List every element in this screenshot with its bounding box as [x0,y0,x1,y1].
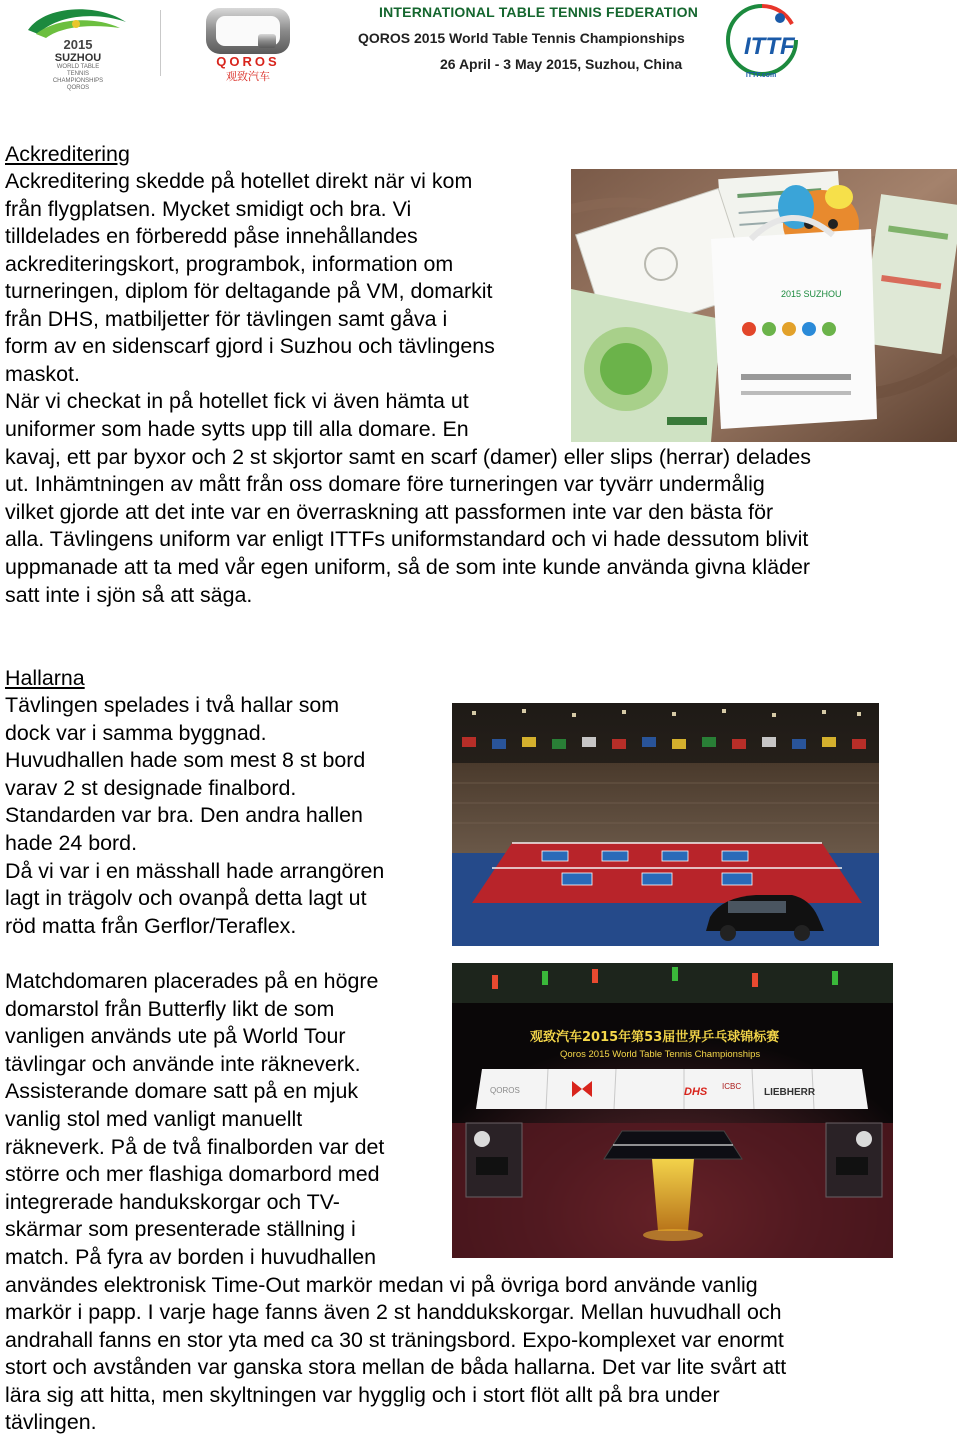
federation-title: INTERNATIONAL TABLE TENNIS FEDERATION [379,4,699,20]
photo-main-hall [452,703,879,946]
paragraph-line: turneringen, diplom för deltagande på VM, domarkit [5,279,493,303]
paragraph-line: ackrediteringskort, programbok, information om [5,252,454,276]
paragraph-line: kavaj, ett par byxor och 2 st skjortor samt en scarf (damer) eller slips (herrar) delades [5,445,812,469]
header-divider [160,10,161,76]
paragraph-line: domarstol från Butterfly likt de som [5,997,335,1021]
paragraph-line: dock var i samma byggnad. [5,721,267,745]
final-banner-chinese: 观致汽车2015年第53届世界乒乓球锦标赛 [530,1030,780,1045]
paragraph-line: När vi checkat in på hotellet fick vi även hämta ut [5,389,469,413]
section-heading-hallarna: Hallarna [5,666,85,690]
paragraph-line: skärmar som presenterade ställning i [5,1217,356,1241]
paragraph-line: hade 24 bord. [5,831,138,855]
paragraph-line: lagt in trägolv och ovanpå detta lagt ut [5,886,367,910]
ittf-url: ITTF.com [745,72,777,79]
paragraph-line: ut. Inhämtningen av mått från oss domare före turneringen var tyvärr undermålig [5,472,765,496]
paragraph-line: från DHS, matbiljetter för tävlingen samt gåva i [5,307,448,331]
paragraph-line: Då vi var i en mässhall hade arrangören [5,859,385,883]
suzhou-small-3: QOROS [66,85,90,91]
paragraph-line: uppmanade att ta med vår egen uniform, så de som inte kunde använda givna kläder [5,555,811,579]
suzhou-year: 2015 [63,37,93,52]
paragraph-line: integrerade handukskorgar och TV- [5,1190,340,1214]
suzhou-city: SUZHOU [54,52,102,64]
suzhou-logo-text [50,38,106,92]
suzhou-small-2: CHAMPIONSHIPS [52,78,104,84]
paragraph-line: andrahall fanns en stor yta med ca 30 st träningsbord. Expo-komplexet var enormt [5,1328,784,1352]
paragraph-line: Tävlingen spelades i två hallar som [5,693,340,717]
paragraph-line: vanligen används ute på World Tour [5,1024,346,1048]
paragraph-line: stort och avstånden var ganska stora mellan de båda hallarna. Det var lite svårt att [5,1355,787,1379]
paragraph-line: varav 2 st designade finalbord. [5,776,297,800]
paragraph-line: större och mer flashiga domarbord med [5,1162,380,1186]
paragraph-line: tävlingen. [5,1410,97,1434]
event-dates: 26 April - 3 May 2015, Suzhou, China [440,56,683,72]
paragraph-line: alla. Tävlingens uniform var enligt ITTFs uniformstandard och vi hade dessutom blivit [5,527,809,551]
section-heading-ackreditering: Ackreditering [5,142,130,166]
svg-text:ITTF: ITTF [744,33,795,60]
paragraph-line: Assisterande domare satt på en mjuk [5,1079,359,1103]
qoros-logo [200,4,296,60]
paragraph-line: användes elektronisk Time-Out markör medan vi på övriga bord använde vanlig [5,1273,758,1297]
paragraph-line: vanlig stol med vanligt manuellt [5,1107,303,1131]
paragraph-line: match. På fyra av borden i huvudhallen [5,1245,376,1269]
board-sponsor-icbc: ICBC [722,1082,742,1091]
paragraph-line: röd matta från Gerflor/Teraflex. [5,914,297,938]
qoros-chinese-name: 观致汽车 [226,71,270,83]
board-sponsor-qoros: QOROS [490,1086,520,1095]
photo-accreditation-kit [571,169,957,442]
paragraph-line: tilldelades en förberedd påse innehållandes [5,224,418,248]
bag-logo-text: 2015 SUZHOU [781,289,842,299]
paragraph-line: maskot. [5,362,80,386]
paragraph-line: räkneverk. På de två finalborden var det [5,1135,385,1159]
paragraph-line: uniformer som hade sytts upp till alla domare. En [5,417,469,441]
paragraph-line: Huvudhallen hade som mest 8 st bord [5,748,366,772]
board-sponsor-liebherr: LIEBHERR [764,1087,816,1098]
qoros-wordmark: QOROS [216,54,280,69]
final-banner-english: Qoros 2015 World Table Tennis Championships [560,1049,761,1060]
suzhou-small-1: WORLD TABLE TENNIS [56,64,100,77]
paragraph-line: från flygplatsen. Mycket smidigt och bra. Vi [5,197,412,221]
paragraph-line: satt inte i sjön så att säga. [5,583,253,607]
paragraph-line: vilket gjorde att det inte var en överraskning att passformen inte var den bästa för [5,500,774,524]
photo-final-table [452,963,893,1258]
paragraph-line: Ackreditering skedde på hotellet direkt när vi kom [5,169,473,193]
board-sponsor-dhs: DHS [684,1086,708,1098]
paragraph-line: Standarden var bra. Den andra hallen [5,803,363,827]
document-header [0,0,960,95]
event-title: QOROS 2015 World Table Tennis Championships [358,30,685,46]
paragraph-line: lära sig att hitta, men skyltningen var hygglig och i stort flöt allt på bra under [5,1383,720,1407]
paragraph-line: markör i papp. I varje hage fanns även 2 st handdukskorgar. Mellan huvudhall och [5,1300,782,1324]
paragraph-line: tävlingar och använde inte räkneverk. [5,1052,361,1076]
paragraph-line: Matchdomaren placerades på en högre [5,969,379,993]
paragraph-line: form av en sidenscarf gjord i Suzhou och tävlingens [5,334,495,358]
